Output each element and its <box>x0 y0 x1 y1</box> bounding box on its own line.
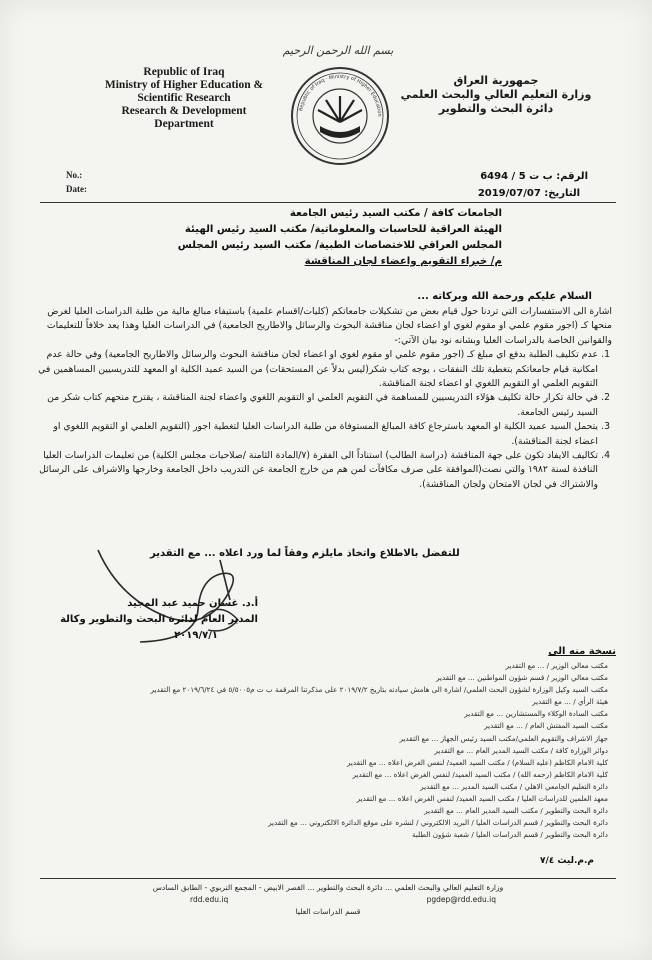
list-item: 4. تكاليف الايفاد تكون على جهة المناقشة (دراسة الطالب) استناداً الى الفقرة (٧/المادة الثامنة /صلاحيات مجلس الكلية) من تعليمات الدراسات العليا النافذة لسنة ١٩٨٢ والتي نصت(الموافقة على صرف مكافآت لمن هم من خارج الجامعة عن التدريب داخل الجامعة وخارجها والاشراف على الرسائل والاشتراك في لجان الامتحان ولجان المناقشة). <box>39 450 610 490</box>
list-item: 1. عدم تكليف الطلبة بدفع اي مبلغ كـ (اجور مقوم علمي او مقوم لغوي او اعضاء لجان مناقشة البحوث والرسائل والاطاريح الجامعية) وفي حالة عدم امكانية قيام جامعاتكم بتغطية تلك النفقات ، يوجه كتاب شكر(ليس بدلاً عن المستحقات) من السيد عميد الكلية او المعهد للتدريسيين المساهمين في التقويم العلمي او التقويم اللغوي او اعضاء لجنة المناقشة. <box>38 349 610 390</box>
footer-email-label: قسم الدراسات العليا <box>295 907 361 916</box>
list-item: مكتب معالي الوزير / قسم شؤون المواطنين ... مع التقدير <box>435 673 608 683</box>
header-en-line: Republic of Iraq <box>143 66 225 78</box>
seal-text: Republic of Iraq · Ministry of Higher Education <box>298 73 383 117</box>
list-item: هيئة الرأي / ... مع التقدير <box>532 697 608 707</box>
list-item: كلية الامام الكاظم (رحمه الله) / مكتب السيد العميد/ لنفس الغرض اعلاه ... مع التقدير <box>352 769 608 779</box>
footer-divider <box>40 878 616 879</box>
header-english <box>96 66 272 131</box>
list-item: 3. يتحمل السيد عميد الكلية او المعهد باسترجاع كافة المبالغ المستوفاة من طلبة الدراسات العليا لتغطية اجور (التقويم العلمي او التقويم اللغوي او اعضاء لجنة المناقشة). <box>53 421 610 447</box>
list-item: دائرة التعليم الجامعي الاهلي / مكتب السيد المدير ... مع التقدير <box>420 781 608 791</box>
signatory-title: المدير العام لدائرة البحث والتطوير وكالة <box>60 614 258 625</box>
points-list <box>32 348 612 492</box>
header-en-line: Ministry of Higher Education & <box>104 79 264 91</box>
footer-website[interactable]: rdd.edu.iq <box>190 895 229 904</box>
subject-line: م/ خبراء التقويم واعضاء لجان المناقشة <box>304 256 502 267</box>
ministry-seal-icon <box>288 64 392 168</box>
header-ar-line: وزارة التعليم العالي والبحث العلمي <box>400 88 592 101</box>
list-item: دوائر الوزارة كافة / مكتب السيد المدير العام ... مع التقدير <box>434 745 608 755</box>
basmala: بسم الله الرحمن الرحيم <box>282 44 394 57</box>
header-en-line: Research & Development <box>121 105 247 117</box>
list-item: معهد العلمين للدراسات العليا / مكتب السيد العميد/ لنفس الغرض اعلاه ... مع التقدير <box>356 794 608 804</box>
list-item: مكتب السيد وكيل الوزارة لشؤون البحث العلمي/ اشارة الى هامش سيادته بتاريخ ٢٠١٩/٧/٢ على مذكرتنا المرقمة ب ت م٥/٥٠٠٥ في ٢٠١٩/٦/٢٤ مع التقدير <box>150 685 608 695</box>
list-item: دائرة البحث والتطوير / مكتب السيد المدير العام ... مع التقدير <box>424 806 608 816</box>
list-item: كلية الامام الكاظم (عليه السلام) / مكتب السيد العميد/ لنفس الغرض اعلاه ... مع التقدير <box>346 757 608 767</box>
addressee-line: المجلس العراقي للاختصاصات الطبية/ مكتب السيد رئيس المجلس <box>177 240 502 251</box>
list-item: دائرة البحث والتطوير / قسم الدراسات العليا / البريد الالكتروني / لنشره على موقع الدائرة الالكتروني ... مع التقدير <box>268 818 608 828</box>
addressee-line: الهيئة العراقية للحاسبات والمعلوماتية/ مكتب السيد رئيس الهيئة <box>184 224 502 235</box>
footer-email[interactable]: pgdep@rdd.edu.iq <box>426 895 496 904</box>
list-item: مكتب السيد المفتش العام / ... مع التقدير <box>484 721 608 731</box>
list-item: 2. في حالة تكرار حالة تكليف هؤلاء التدريسيين للمساهمة في التقويم العلمي او التقويم اللغوي واعضاء لجنة المناقشة ، يقترح منحهم كتاب شكر من السيد رئيس الجامعة. <box>47 392 610 418</box>
header-ar-line: جمهورية العراق <box>453 74 539 87</box>
greeting: السلام عليكم ورحمة الله وبركاته ... <box>417 291 592 302</box>
cc-title: نسخة منه الى <box>548 646 616 657</box>
header-en-line: Scientific Research <box>137 92 231 104</box>
letter-body <box>32 305 612 492</box>
reference-date: التاريخ: 2019/07/07 <box>477 188 580 199</box>
header-divider <box>40 202 616 203</box>
date-label: Date: <box>66 184 87 194</box>
list-item: مكتب معالي الوزير / ... مع التقدير <box>505 661 608 670</box>
reference-number: الرقم: ب ت 5 / 6494 <box>480 171 588 182</box>
intro-paragraph: اشارة الى الاستفسارات التي تردنا حول قيام بعض من تشكيلات جامعاتكم (كليات/اقسام علمية) باستيفاء مبالغ مالية من طلبة الدراسات العليا لغرض منحها كـ (اجور مقوم علمي او مقوم لغوي او اعضاء لجان مناقشة البحوث والرسائل والاطاريح الجامعية) في الدراسات العليا وهذا يعد خلافاً للتعليمات والقوانين الخاصة بالدراسات العليا وبشانه نود بيان الآتي:- <box>46 306 612 346</box>
header-arabic <box>396 74 596 116</box>
cc-list <box>28 660 608 841</box>
footer-address: وزارة التعليم العالي والبحث العلمي ... دائرة البحث والتطوير ... القصر الابيض - المجمع التربوي - الطابق السادس <box>152 883 504 892</box>
header-en-line: Department <box>154 118 214 130</box>
typist-initials: م.م.ليث ٧/٤ <box>539 856 594 866</box>
footer <box>40 882 616 918</box>
list-item: جهاز الاشراف والتقويم العلمي/مكتب السيد رئيس الجهاز ... مع التقدير <box>399 733 608 743</box>
no-label: No.: <box>66 170 83 180</box>
addressees <box>82 206 502 270</box>
svg-text:Republic of Iraq · Ministry of <box>288 64 382 117</box>
list-item: مكتب السادة الوكلاء والمستشارين ... مع التقدير <box>464 709 608 719</box>
signature-date: ٢٠١٩/٧/١ <box>174 630 218 641</box>
signatory-name: أ.د. غسان حميد عبد المجيد <box>127 598 258 609</box>
addressee-line: الجامعات كافة / مكتب السيد رئيس الجامعة <box>289 208 502 219</box>
header-ar-line: دائرة البحث والتطوير <box>438 102 554 115</box>
signature-block <box>58 596 258 644</box>
list-item: دائرة البحث والتطوير / قسم الدراسات العليا / شعبة شؤون الطلبة <box>412 830 608 840</box>
closing-line: للتفضل بالاطلاع واتخاذ مايلزم وفقاً لما ورد اعلاه ... مع التقدير <box>150 548 460 559</box>
